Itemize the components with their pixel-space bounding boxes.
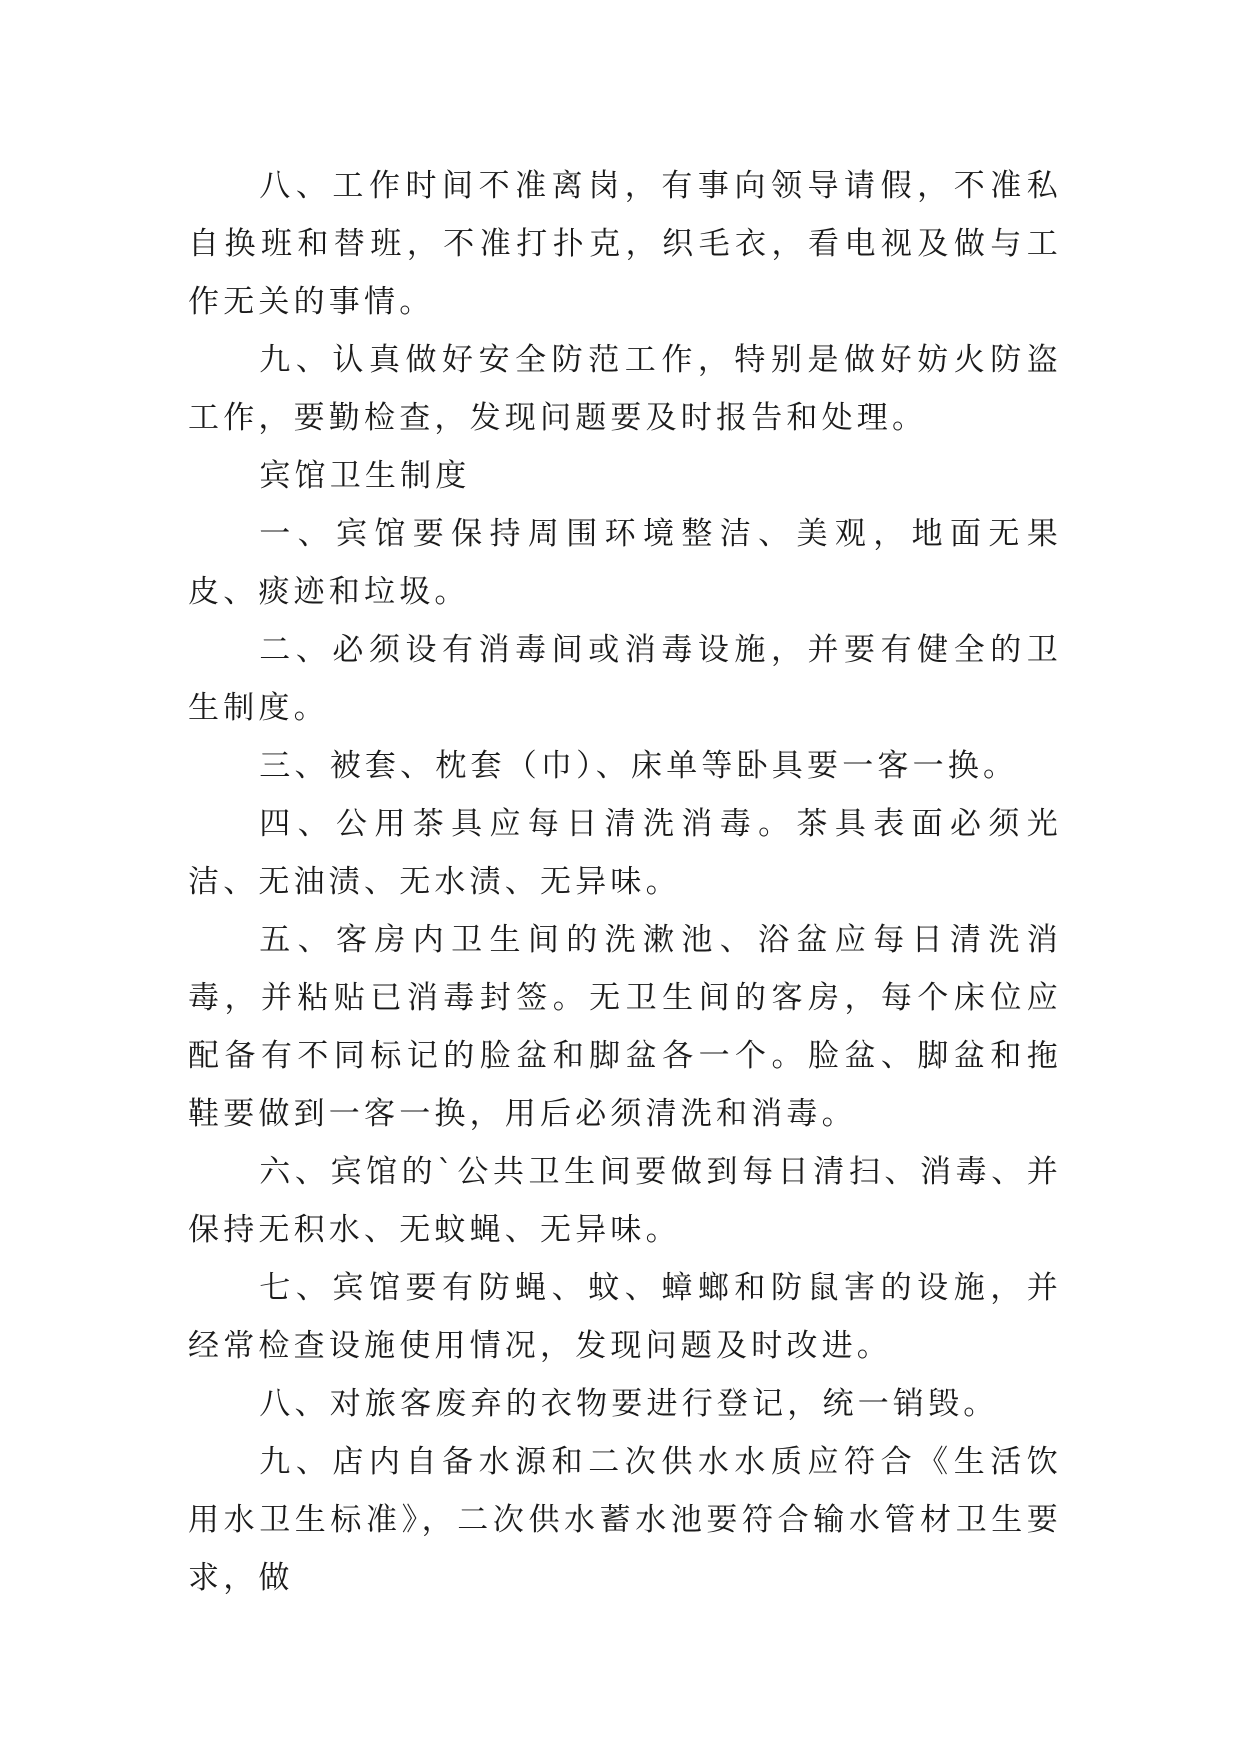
paragraph-hygiene-1: 一、宾馆要保持周围环境整洁、美观，地面无果皮、痰迹和垃圾。 [188,516,1062,610]
document-body [188,157,1062,1607]
paragraph-hygiene-7: 七、宾馆要有防蝇、蚊、蟑螂和防鼠害的设施，并经常检查设施使用情况，发现问题及时改进。 [188,1270,1062,1364]
paragraph-hygiene-9: 九、店内自备水源和二次供水水质应符合《生活饮用水卫生标准》，二次供水蓄水池要符合输水管材卫生要求，做 [188,1444,1062,1596]
paragraph-hygiene-4: 四、公用茶具应每日清洗消毒。茶具表面必须光洁、无油渍、无水渍、无异味。 [188,806,1062,900]
paragraph-rule-9-safety: 九、认真做好安全防范工作，特别是做好妨火防盗工作，要勤检查，发现问题要及时报告和处理。 [188,342,1062,436]
paragraph-hygiene-5: 五、客房内卫生间的洗漱池、浴盆应每日清洗消毒，并粘贴已消毒封签。无卫生间的客房，每个床位应配备有不同标记的脸盆和脚盆各一个。脸盆、脚盆和拖鞋要做到一客一换，用后必须清洗和消毒。 [188,922,1062,1132]
paragraph-hygiene-2: 二、必须设有消毒间或消毒设施，并要有健全的卫生制度。 [188,632,1062,726]
paragraph-hygiene-8: 八、对旅客废弃的衣物要进行登记，统一销毁。 [259,1386,999,1422]
paragraph-hygiene-6: 六、宾馆的`公共卫生间要做到每日清扫、消毒、并保持无积水、无蚊蝇、无异味。 [188,1154,1062,1248]
section-heading-hygiene: 宾馆卫生制度 [259,458,471,494]
paragraph-rule-8-work-time: 八、工作时间不准离岗，有事向领导请假，不准私自换班和替班，不准打扑克，织毛衣，看电视及做与工作无关的事情。 [188,168,1062,320]
paragraph-hygiene-3: 三、被套、枕套（巾）、床单等卧具要一客一换。 [259,748,1019,784]
